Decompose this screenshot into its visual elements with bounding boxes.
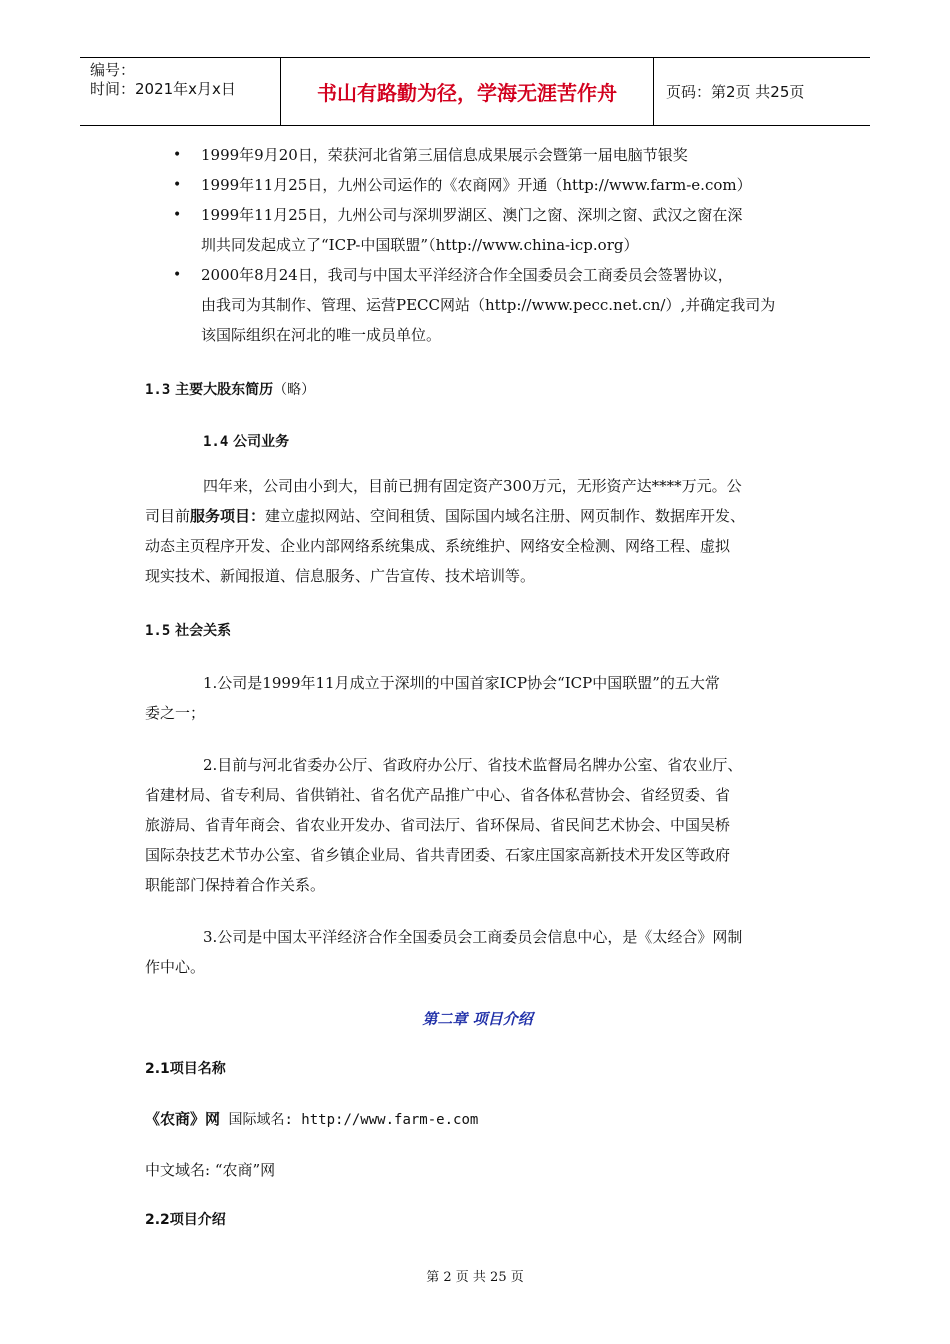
bullet-icon: • xyxy=(173,267,182,283)
list-item: • 2000年8月24日，我司与中国太平洋经济合作全国委员会工商委员会签署协议， 由我司为其制作、管理、运营PECC网站（http://www.pecc.net.cn/）,并确定我司为 该国际组织在河北的唯一成员单位。 xyxy=(145,260,810,350)
bullet-icon: • xyxy=(173,177,182,193)
list-item: • 1999年11月25日，九州公司与深圳罗湖区、澳门之窗、深圳之窗、武汉之窗在深 圳共同发起成立了“ICP-中国联盟”（http://www.china-icp.org） xyxy=(145,200,810,260)
section-heading-1-5: 1.5 社会关系 xyxy=(145,623,232,639)
section-heading-2-2: 2.2项目介绍 xyxy=(145,1212,226,1228)
header-motto: 书山有路勤为径，学海无涯苦作舟 xyxy=(281,58,654,125)
business-paragraph: 四年来，公司由小到大，目前已拥有固定资产300万元，无形资产达****万元。公 司目前服务项目：建立虚拟网站、空间租赁、国际国内域名注册、网页制作、数据库开发、 动态主页程序开发、企业内部网络系统集成、系统维护、网络安全检测、网络工程、虚拟 现实技术、新闻报道、信息服务、广告宣传、技术培训等。 xyxy=(145,477,746,585)
bullet-icon: • xyxy=(173,207,182,223)
list-item: • 1999年11月25日，九州公司运作的《农商网》开通（http://www.farm-e.com） xyxy=(145,170,810,200)
page-header xyxy=(80,57,870,126)
milestone-list xyxy=(145,140,810,350)
relations-paragraph-2: 2.目前与河北省委办公厅、省政府办公厅、省技术监督局名牌办公室、省农业厅、 省建材局、省专利局、省供销社、省名优产品推广中心、省各体私营协会、省经贸委、省 旅游局、省青年商会、省农业开发办、省司法厅、省环保局、省民间艺术协会、中国吴桥 国际杂技艺术节办公室、省乡镇企业局、省共青团委、石家庄国家高新技术开发区等政府 职能部门保持着合作关系。 xyxy=(145,756,743,894)
list-item: • 1999年9月20日，荣获河北省第三届信息成果展示会暨第一届电脑节银奖 xyxy=(145,140,810,170)
relations-paragraph-3: 3.公司是中国太平洋经济合作全国委员会工商委员会信息中心，是《太经合》网制 作中心。 xyxy=(145,928,743,976)
bullet-icon: • xyxy=(173,147,182,163)
relations-paragraph-1: 1.公司是1999年11月成立于深圳的中国首家ICP协会“ICP中国联盟”的五大常 委之一； xyxy=(145,674,720,722)
section-heading-1-4: 1.4 公司业务 xyxy=(203,434,290,450)
cn-domain-line: 中文域名: “农商”网 xyxy=(145,1161,276,1179)
section-heading-1-3: 1.3 主要大股东简历（略） xyxy=(145,382,316,398)
number-label: 编号： xyxy=(90,61,136,79)
page-footer: 第 2 页 共 25 页 xyxy=(426,1270,524,1285)
date-label: 时间：2021年x月x日 xyxy=(90,80,236,98)
chapter-title: 第二章 项目介绍 xyxy=(422,1010,533,1028)
header-meta xyxy=(80,58,281,125)
document-body xyxy=(145,140,810,1231)
section-heading-2-1: 2.1项目名称 xyxy=(145,1061,226,1077)
project-name-line: 《农商》网 国际域名: http://www.farm-e.com xyxy=(145,1110,479,1128)
header-page-info: 页码：第2页 共25页 xyxy=(666,83,805,101)
